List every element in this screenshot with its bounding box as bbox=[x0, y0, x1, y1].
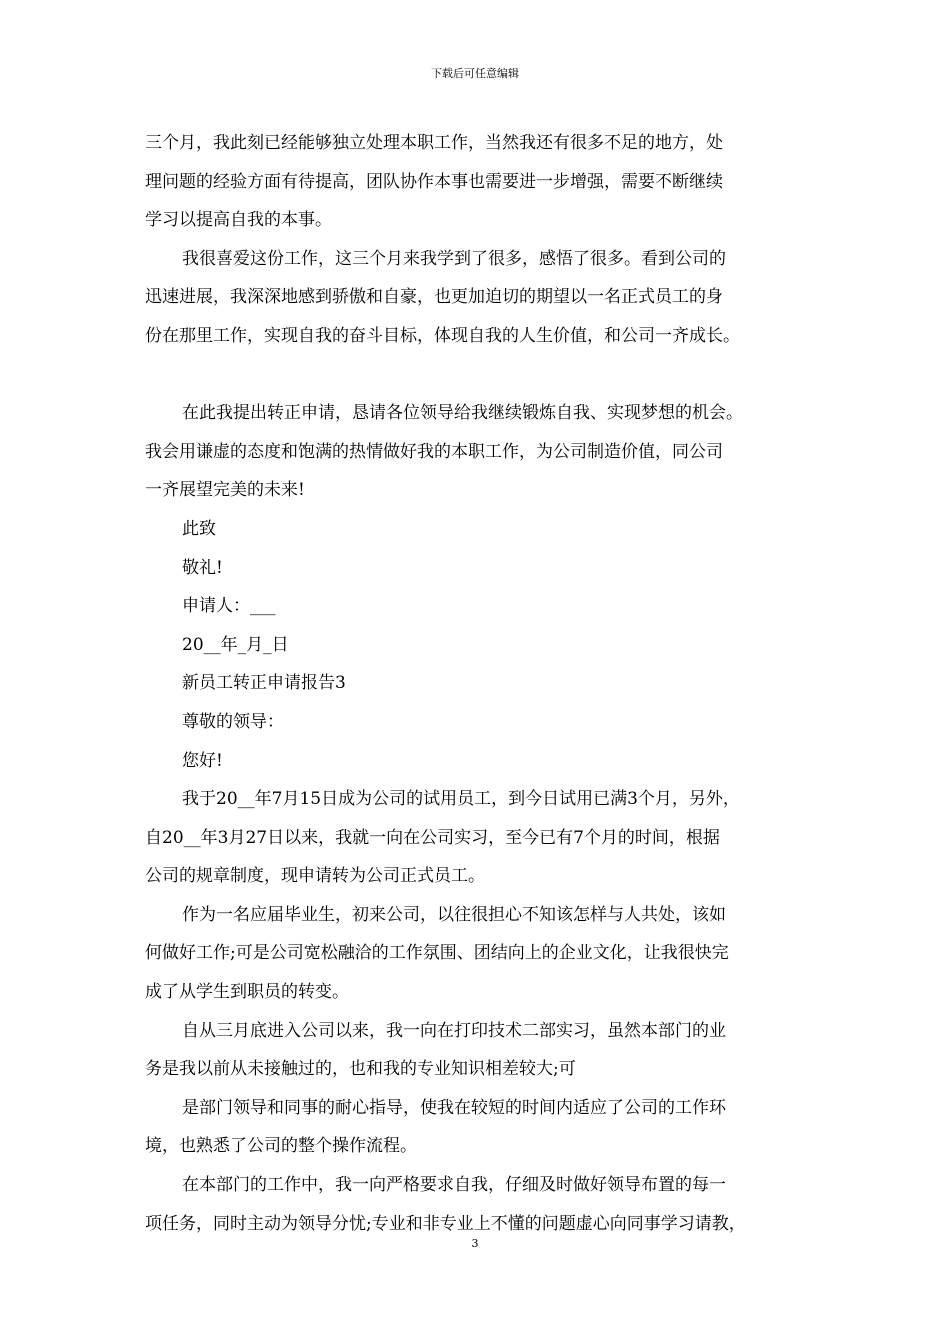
text-line: 自从三月底进入公司以来，我一向在打印技术二部实习，虽然本部门的业 bbox=[182, 1020, 726, 1041]
text-line: 务是我以前从未接触过的，也和我的专业知识相差较大;可 bbox=[145, 1059, 576, 1080]
text-line: 份在那里工作，实现自我的奋斗目标，体现自我的人生价值，和公司一齐成长。 bbox=[145, 325, 740, 346]
text-line: 自20__年3月27日以来，我就一向在公司实习，至今已有7个月的时间，根据 bbox=[145, 827, 720, 848]
text-line: 迅速进展，我深深地感到骄傲和自豪，也更加迫切的期望以一名正式员工的身 bbox=[145, 287, 723, 308]
greeting-addressee: 尊敬的领导： bbox=[182, 711, 284, 732]
closing-salutation: 此致 bbox=[182, 518, 216, 539]
blank-line bbox=[145, 356, 825, 395]
section-title: 新员工转正申请报告3 bbox=[182, 673, 346, 694]
text-line: 三个月，我此刻已经能够独立处理本职工作，当然我还有很多不足的地方，处 bbox=[145, 133, 723, 153]
document-body bbox=[145, 124, 825, 1243]
text-line: 学习以提高自我的本事。 bbox=[145, 210, 332, 231]
greeting: 您好! bbox=[182, 750, 223, 771]
applicant-line: 申请人：___ bbox=[182, 596, 276, 617]
text-line: 我会用谦虚的态度和饱满的热情做好我的本职工作，为公司制造价值，同公司 bbox=[145, 441, 723, 462]
text-line: 在本部门的工作中，我一向严格要求自我，仔细及时做好领导布置的每一 bbox=[182, 1175, 726, 1196]
text-line: 项任务，同时主动为领导分忧;专业和非专业上不懂的问题虚心向同事学习请教， bbox=[145, 1213, 746, 1234]
text-line: 理问题的经验方面有待提高，团队协作本事也需要进一步增强，需要不断继续 bbox=[145, 171, 723, 192]
text-line: 我于20__年7月15日成为公司的试用员工，到今日试用已满3个月，另外， bbox=[182, 789, 740, 810]
page-header: 下载后可任意编辑 bbox=[431, 67, 519, 80]
text-line: 境，也熟悉了公司的整个操作流程。 bbox=[145, 1136, 417, 1157]
text-line: 作为一名应届毕业生，初来公司，以往很担心不知该怎样与人共处，该如 bbox=[182, 904, 726, 925]
text-line: 我很喜爱这份工作，这三个月来我学到了很多，感悟了很多。看到公司的 bbox=[182, 248, 726, 269]
text-line: 在此我提出转正申请，恳请各位领导给我继续锻炼自我、实现梦想的机会。 bbox=[182, 403, 743, 424]
text-line: 何做好工作;可是公司宽松融洽的工作氛围、团结向上的企业文化，让我很快完 bbox=[145, 943, 729, 964]
closing-regards: 敬礼! bbox=[182, 557, 223, 578]
page-number: 3 bbox=[471, 1237, 479, 1250]
text-line: 成了从学生到职员的转变。 bbox=[145, 982, 349, 1003]
date-line: 20__年_月_日 bbox=[182, 634, 289, 655]
text-line: 是部门领导和同事的耐心指导，使我在较短的时间内适应了公司的工作环 bbox=[182, 1097, 726, 1118]
text-line: 公司的规章制度，现申请转为公司正式员工。 bbox=[145, 866, 485, 887]
text-line: 一齐展望完美的未来! bbox=[145, 480, 305, 501]
